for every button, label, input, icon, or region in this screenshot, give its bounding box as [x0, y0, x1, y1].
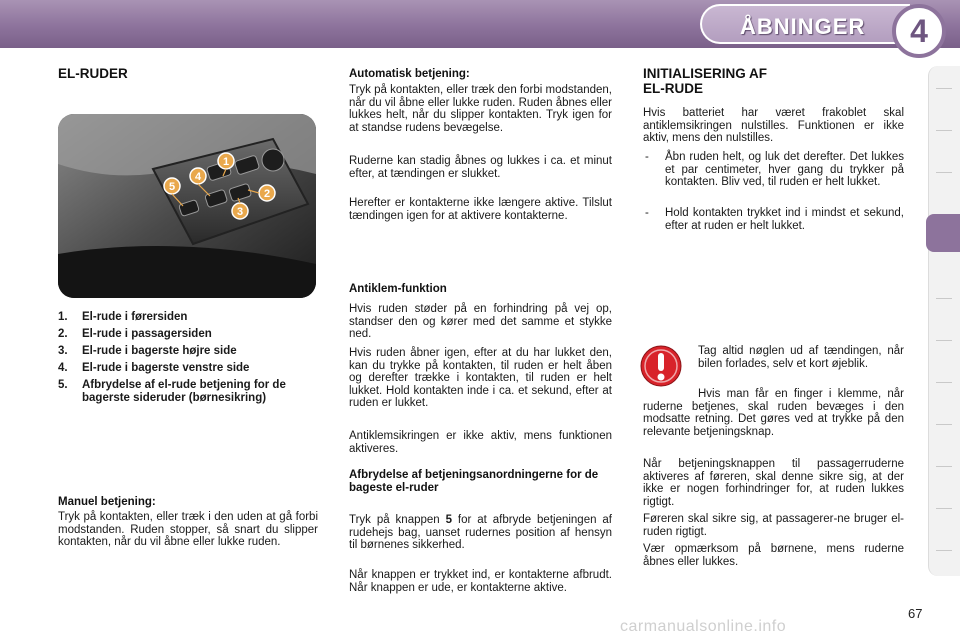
watermark: carmanualsonline.info [620, 618, 787, 635]
nav-tick [936, 88, 952, 89]
antiklem-paragraph-1: Hvis ruden støder på en forhindring på vej op, standser den og kører med det samme et stykke ned. [349, 303, 612, 341]
nav-tick [936, 172, 952, 173]
button-5-ref: 5 [445, 514, 452, 526]
list-item: 4. El-rude i bagerste venstre side [58, 362, 250, 374]
switch-legend-list [58, 311, 328, 409]
chapter-number-badge: 4 [892, 4, 946, 58]
door-switch-panel-photo [58, 114, 316, 298]
list-item: 2. El-rude i passagersiden [58, 328, 212, 340]
list-item: 3. El-rude i bagerste højre side [58, 345, 237, 357]
nav-tick [936, 508, 952, 509]
auto-paragraph-2: Ruderne kan stadig åbnes og lukkes i ca. et minut efter, at tændingen er slukket. [349, 155, 612, 180]
page-number: 67 [908, 606, 923, 621]
warning-paragraph-3: Når betjeningsknappen til passagerruderne aktiveres af føreren, skal denne sikre sig, at der ikke er nogen forhindringer for, at ruden lukkes rigtigt. [643, 458, 904, 508]
auto-heading: Automatisk betjening: [349, 68, 470, 80]
nav-tick [936, 298, 952, 299]
init-step-1: - Åbn ruden helt, og luk det derefter. Det lukkes et par centimeter, hver gang du trykker på kontakten. Bliv ved, til ruden er helt lukket. [645, 151, 904, 189]
callout-3: 3 [236, 206, 244, 218]
nav-tick [936, 550, 952, 551]
exclamation-warning-icon [640, 345, 682, 387]
afbryd-paragraph-1: Tryk på knappen 5 for at afbryde betjeningen af rudehejs bag, uanset rudernes position af hensyn til børnenes sikkerhed. [349, 514, 612, 552]
nav-tab-active-chapter[interactable] [926, 214, 960, 252]
nav-tick [936, 130, 952, 131]
nav-tick [936, 340, 952, 341]
nav-tick [936, 382, 952, 383]
auto-paragraph-3: Herefter er kontakterne ikke længere aktive. Tilslut tændingen igen for at aktivere kontakterne. [349, 197, 612, 222]
manual-text: Tryk på kontakten, eller træk i den uden at gå forbi modstanden. Ruden stopper, så snart du slipper kontakten, når du vil åbne eller lukke ruden. [58, 511, 318, 549]
afbryd-heading: Afbrydelse af betjeningsanordningerne for de bageste el-ruder [349, 469, 599, 494]
warning-paragraph-2: Hvis man får en finger i klemme, når ruderne betjenes, skal ruden bevæges i den modsatte retning. Det gøres ved at trykke på den relevante betjeningsknap. [643, 388, 904, 438]
chapter-title: ÅBNINGER [740, 14, 866, 39]
chapter-nav-strip [928, 66, 960, 576]
init-intro: Hvis batteriet har været frakoblet skal antiklemsikringen nulstilles. Funktionen er ikke aktiv, mens den nulstilles. [643, 107, 904, 145]
auto-paragraph-1: Tryk på kontakten, eller træk den forbi modstanden, når du vil åbne eller lukke ruden. Ruden åbnes eller lukkes helt, når du slipper kontakten. Tryk igen for at standse rudens bevægelse. [349, 84, 612, 134]
antiklem-heading: Antiklem-funktion [349, 283, 447, 295]
init-step-2: - Hold kontakten trykket ind i mindst et sekund, efter at ruden er helt lukket. [645, 207, 904, 232]
warning-paragraph-4: Føreren skal sikre sig, at passagerer-ne bruger el-ruden rigtigt. [643, 513, 904, 538]
antiklem-paragraph-3: Antiklemsikringen er ikke aktiv, mens funktionen aktiveres. [349, 430, 612, 455]
nav-tick [936, 424, 952, 425]
callout-5: 5 [168, 181, 176, 193]
callout-1: 1 [222, 156, 230, 168]
warning-paragraph-1: Tag altid nøglen ud af tændingen, når bilen forlades, selv et kort øjeblik. [698, 345, 904, 370]
nav-tick [936, 466, 952, 467]
afbryd-paragraph-2: Når knappen er trykket ind, er kontakterne afbrudt. Når knappen er ude, er kontakterne aktive. [349, 569, 612, 594]
section-heading-el-ruder: EL-RUDER [58, 66, 128, 81]
list-item: 1. El-rude i førersiden [58, 311, 188, 323]
callout-4: 4 [194, 171, 202, 183]
warning-paragraph-5: Vær opmærksom på børnene, mens ruderne åbnes eller lukkes. [643, 543, 904, 568]
antiklem-paragraph-2: Hvis ruden åbner igen, efter at du har lukket den, kan du trykke på kontakten, til ruden er helt åben og derefter trække i kontakten, til ruden er helt lukket. Hold kontakten inde i ca. et sekund, efter at ruden er lukket. [349, 347, 612, 410]
callout-2: 2 [263, 188, 271, 200]
manual-heading: Manuel betjening: [58, 496, 156, 508]
list-item: 5. Afbrydelse af el-rude betjening for de bagerste sideruder (børnesikring) [58, 379, 286, 404]
section-heading-initialisering: INITIALISERING AF EL-RUDE [643, 66, 767, 96]
